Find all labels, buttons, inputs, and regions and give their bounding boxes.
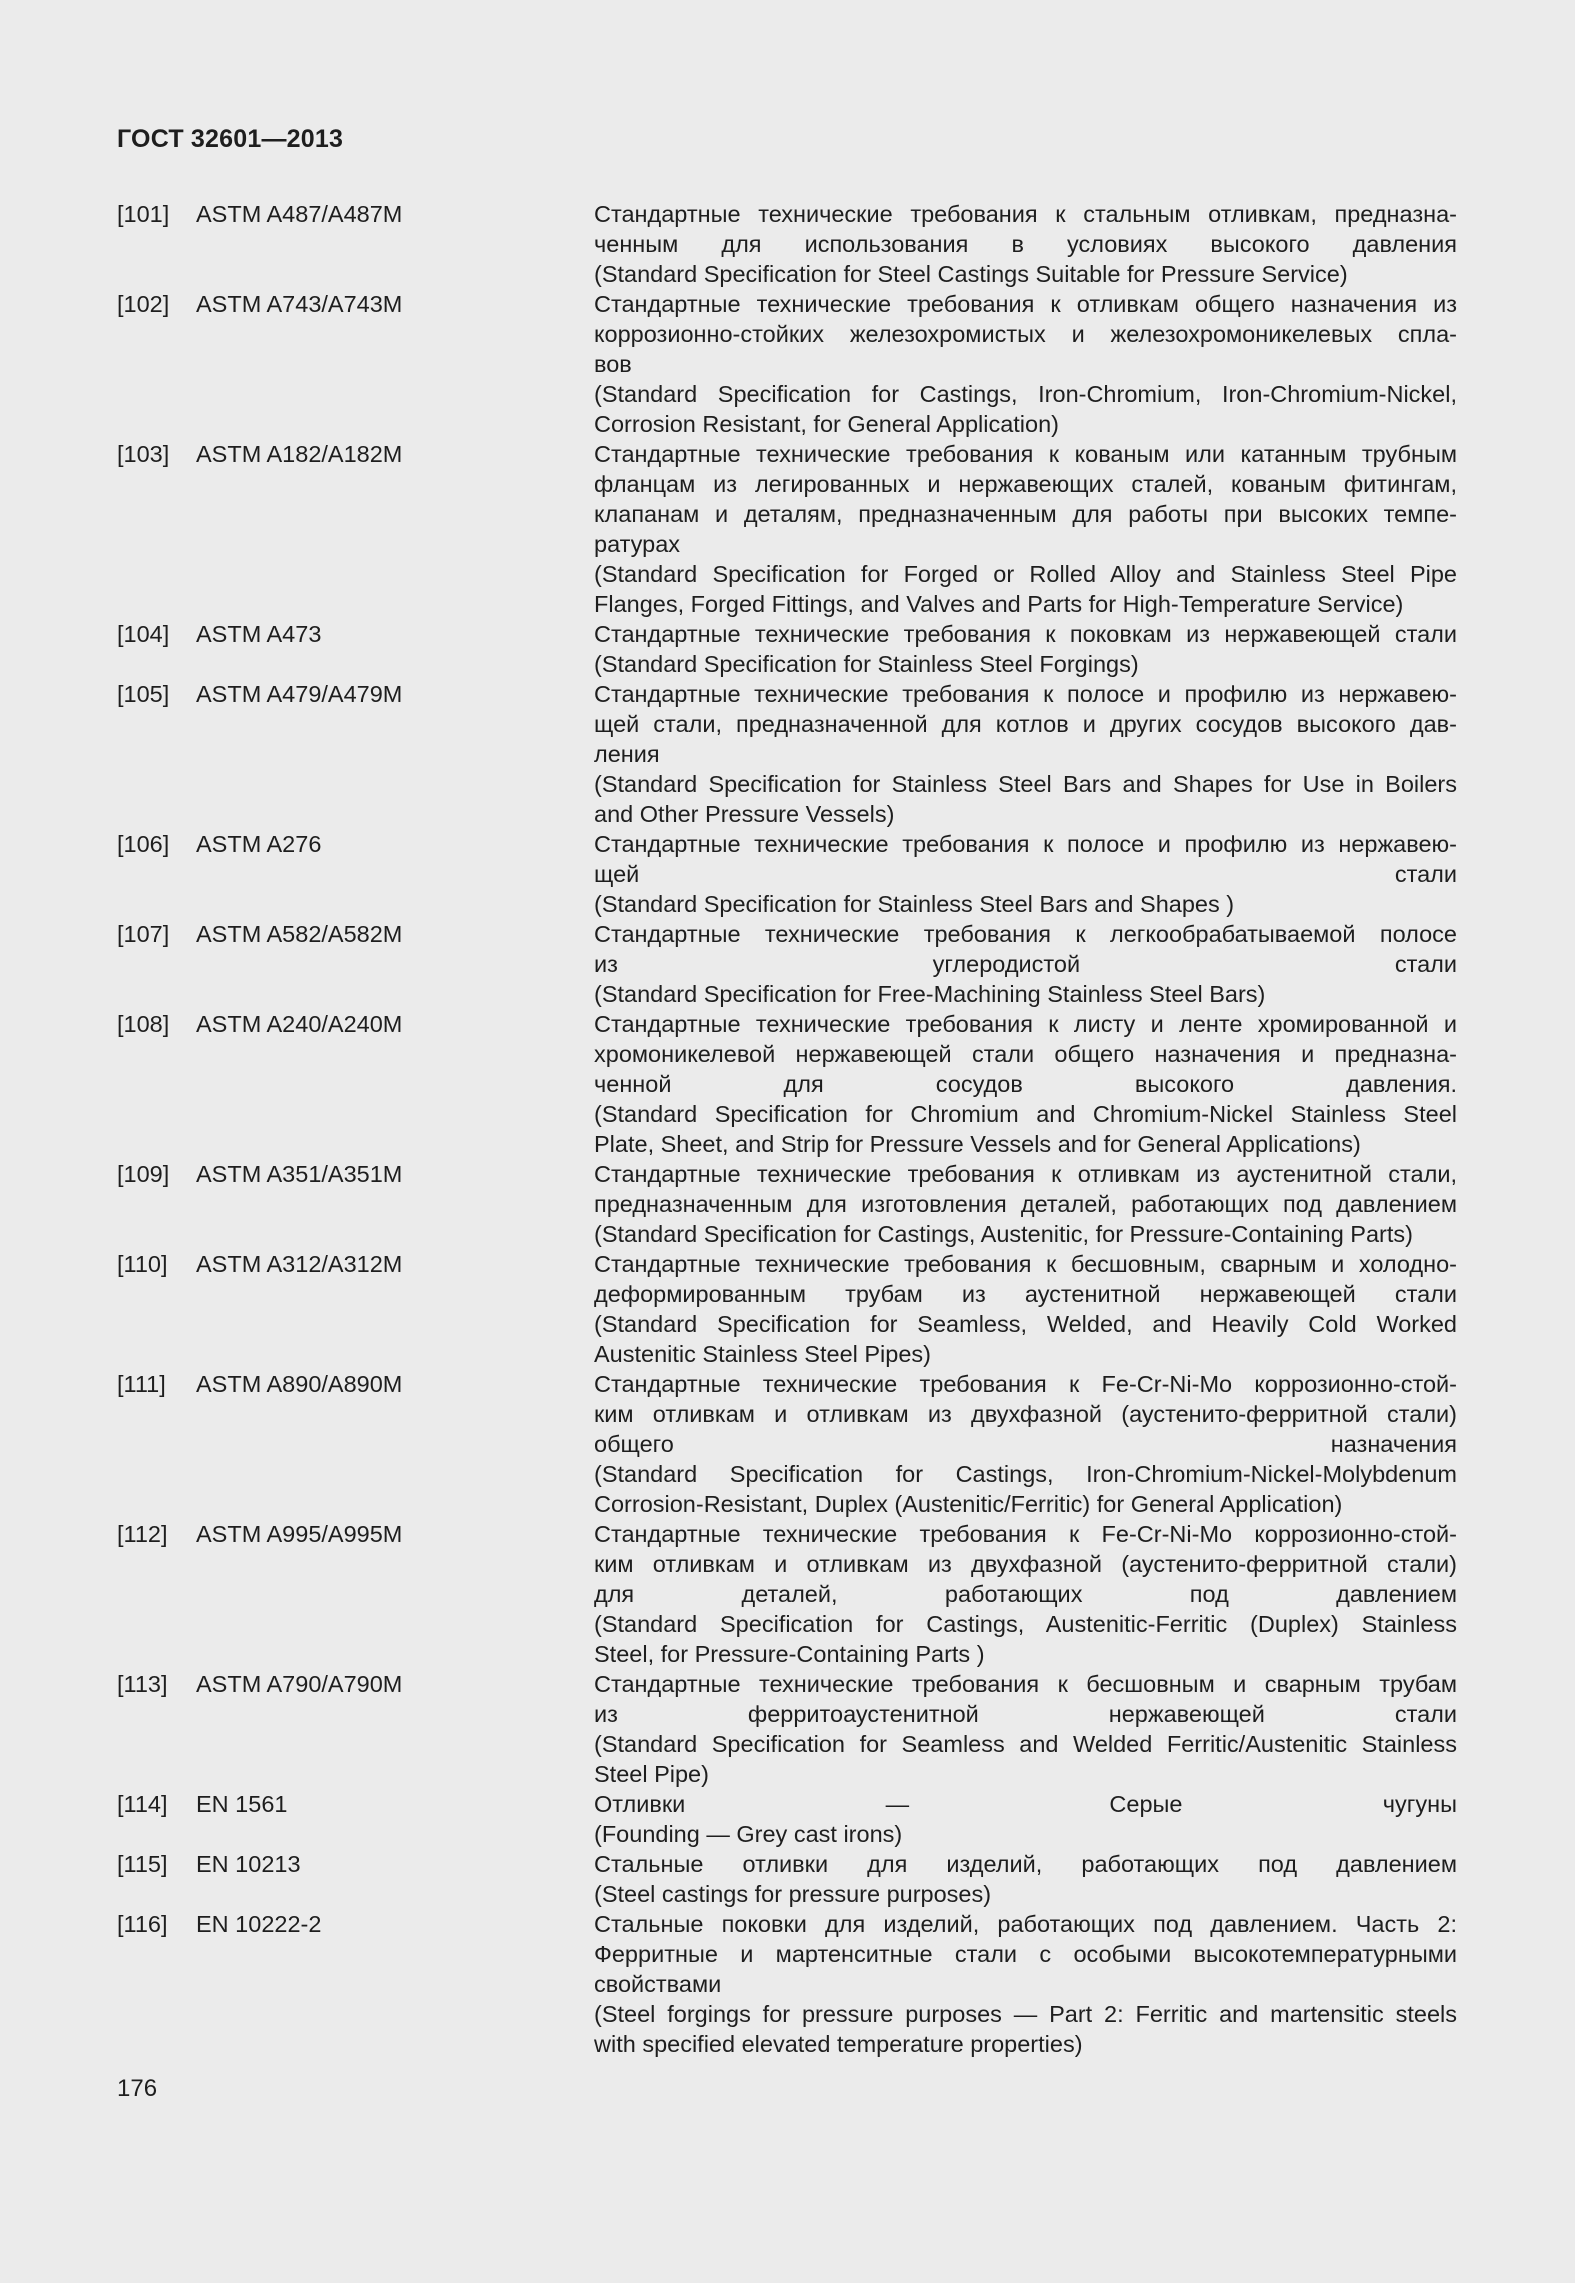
reference-text-line: из ферритоаустенитной нержавеющей стали — [594, 1701, 1457, 1727]
reference-description — [594, 1849, 1457, 1909]
reference-text-line: Corrosion-Resistant, Duplex (Austenitic/Ferritic) for General Application) — [594, 1491, 1343, 1517]
reference-text-line: Стандартные технические требования к полосе и профилю из нержавею- — [594, 831, 1457, 857]
reference-text-line: общего назначения — [594, 1431, 1457, 1457]
reference-entry — [117, 1789, 1457, 1849]
reference-number: [104] — [117, 621, 170, 647]
reference-description — [594, 1789, 1457, 1849]
reference-entry — [117, 919, 1457, 1009]
reference-code: EN 10222-2 — [196, 1911, 322, 1937]
reference-entry — [117, 1249, 1457, 1369]
reference-code: ASTM A312/A312M — [196, 1251, 403, 1277]
reference-entry — [117, 829, 1457, 919]
reference-text-line: (Standard Specification for Seamless and Welded Ferritic/Austenitic Stainless — [594, 1731, 1457, 1757]
reference-entry — [117, 1519, 1457, 1669]
reference-text-line: (Founding — Grey cast irons) — [594, 1821, 903, 1847]
reference-entry — [117, 1849, 1457, 1909]
reference-text-line: Steel Pipe) — [594, 1761, 709, 1787]
reference-entry — [117, 1669, 1457, 1789]
reference-text-line: (Standard Specification for Castings, Iron-Chromium, Iron-Chromium-Nickel, — [594, 381, 1457, 407]
reference-entry — [117, 439, 1457, 619]
reference-code: EN 1561 — [196, 1791, 288, 1817]
reference-text-line: (Standard Specification for Castings, Austenitic, for Pressure-Containing Parts) — [594, 1221, 1413, 1247]
reference-text-line: Стальные отливки для изделий, работающих под давлением — [594, 1851, 1457, 1877]
reference-text-line: and Other Pressure Vessels) — [594, 801, 895, 827]
reference-text-line: Steel, for Pressure-Containing Parts ) — [594, 1641, 985, 1667]
reference-entry — [117, 1159, 1457, 1249]
reference-text-line: Стандартные технические требования к стальным отливкам, предназна- — [594, 201, 1457, 227]
reference-code: EN 10213 — [196, 1851, 301, 1877]
reference-text-line: Стандартные технические требования к Fe-Cr-Ni-Mo коррозионно-стой- — [594, 1371, 1457, 1397]
reference-description — [594, 439, 1457, 619]
reference-text-line: из углеродистой стали — [594, 951, 1457, 977]
reference-entry — [117, 1369, 1457, 1519]
page-number: 176 — [117, 2075, 158, 2102]
reference-text-line: щей стали — [594, 861, 1457, 887]
reference-number: [116] — [117, 1911, 168, 1937]
reference-description — [594, 1009, 1457, 1159]
reference-text-line: Стандартные технические требования к бесшовным, сварным и холодно- — [594, 1251, 1457, 1277]
reference-text-line: Plate, Sheet, and Strip for Pressure Vessels and for General Applications) — [594, 1131, 1361, 1157]
reference-code: ASTM A890/A890M — [196, 1371, 403, 1397]
reference-entry — [117, 1009, 1457, 1159]
reference-description — [594, 679, 1457, 829]
reference-number: [111] — [117, 1371, 166, 1397]
reference-description — [594, 1669, 1457, 1789]
reference-entry — [117, 679, 1457, 829]
reference-text-line: Стандартные технические требования к кованым или катанным трубным — [594, 441, 1457, 467]
reference-number: [101] — [117, 201, 170, 227]
reference-text-line: (Standard Specification for Seamless, Welded, and Heavily Cold Worked — [594, 1311, 1457, 1337]
reference-text-line: (Standard Specification for Free-Machining Stainless Steel Bars) — [594, 981, 1266, 1007]
reference-text-line: ления — [594, 741, 660, 767]
reference-code: ASTM A276 — [196, 831, 322, 857]
reference-text-line: свойствами — [594, 1971, 722, 1997]
reference-text-line: (Standard Specification for Castings, Austenitic-Ferritic (Duplex) Stainless — [594, 1611, 1457, 1637]
reference-text-line: with specified elevated temperature properties) — [594, 2031, 1083, 2057]
reference-number: [109] — [117, 1161, 170, 1187]
reference-text-line: вов — [594, 351, 632, 377]
reference-text-line: (Standard Specification for Forged or Rolled Alloy and Stainless Steel Pipe — [594, 561, 1457, 587]
reference-text-line: щей стали, предназначенной для котлов и других сосудов высокого дав- — [594, 711, 1457, 737]
reference-text-line: Стандартные технические требования к легкообрабатываемой полосе — [594, 921, 1457, 947]
reference-description — [594, 199, 1457, 289]
reference-description — [594, 919, 1457, 1009]
reference-entry — [117, 289, 1457, 439]
reference-code: ASTM A743/A743M — [196, 291, 403, 317]
reference-number: [102] — [117, 291, 170, 317]
reference-number: [103] — [117, 441, 170, 467]
reference-entry — [117, 619, 1457, 679]
reference-text-line: ким отливкам и отливкам из двухфазной (аустенито-ферритной стали) — [594, 1551, 1457, 1577]
reference-description — [594, 289, 1457, 439]
reference-number: [110] — [117, 1251, 168, 1277]
reference-description — [594, 1519, 1457, 1669]
reference-text-line: Стандартные технические требования к листу и ленте хромированной и — [594, 1011, 1457, 1037]
reference-text-line: Отливки — Серые чугуны — [594, 1791, 1457, 1817]
reference-text-line: (Standard Specification for Chromium and Chromium-Nickel Stainless Steel — [594, 1101, 1457, 1127]
reference-number: [112] — [117, 1521, 168, 1547]
reference-code: ASTM A479/A479M — [196, 681, 403, 707]
reference-text-line: предназначенным для изготовления деталей, работающих под давлением — [594, 1191, 1457, 1217]
reference-text-line: ченной для сосудов высокого давления. — [594, 1071, 1457, 1097]
reference-text-line: коррозионно-стойких железохромистых и железохромоникелевых спла- — [594, 321, 1457, 347]
reference-code: ASTM A582/A582M — [196, 921, 403, 947]
reference-entry — [117, 199, 1457, 289]
reference-text-line: (Standard Specification for Stainless Steel Bars and Shapes for Use in Boilers — [594, 771, 1457, 797]
reference-text-line: Стандартные технические требования к поковкам из нержавеющей стали — [594, 621, 1457, 647]
reference-text-line: (Steel castings for pressure purposes) — [594, 1881, 992, 1907]
reference-text-line: (Standard Specification for Stainless Steel Bars and Shapes ) — [594, 891, 1235, 917]
reference-text-line: клапанам и деталям, предназначенным для работы при высоких темпе- — [594, 501, 1457, 527]
reference-text-line: (Standard Specification for Steel Castings Suitable for Pressure Service) — [594, 261, 1348, 287]
reference-text-line: хромоникелевой нержавеющей стали общего назначения и предназна- — [594, 1041, 1457, 1067]
reference-code: ASTM A790/A790M — [196, 1671, 403, 1697]
reference-text-line: ким отливкам и отливкам из двухфазной (аустенито-ферритной стали) — [594, 1401, 1457, 1427]
page-title: ГОСТ 32601—2013 — [117, 125, 344, 153]
reference-text-line: деформированным трубам из аустенитной нержавеющей стали — [594, 1281, 1457, 1307]
reference-text-line: Austenitic Stainless Steel Pipes) — [594, 1341, 931, 1367]
reference-number: [107] — [117, 921, 170, 947]
reference-text-line: ченным для использования в условиях высокого давления — [594, 231, 1457, 257]
reference-code: ASTM A182/A182M — [196, 441, 403, 467]
reference-text-line: Стандартные технические требования к отливкам общего назначения из — [594, 291, 1457, 317]
reference-text-line: Flanges, Forged Fittings, and Valves and Parts for High-Temperature Service) — [594, 591, 1404, 617]
reference-number: [105] — [117, 681, 170, 707]
reference-description — [594, 619, 1457, 679]
reference-code: ASTM A351/A351M — [196, 1161, 403, 1187]
reference-list — [117, 199, 1457, 2059]
reference-number: [106] — [117, 831, 170, 857]
reference-description — [594, 829, 1457, 919]
reference-text-line: ратурах — [594, 531, 681, 557]
reference-text-line: Стандартные технические требования к отливкам из аустенитной стали, — [594, 1161, 1457, 1187]
reference-text-line: Стандартные технические требования к бесшовным и сварным трубам — [594, 1671, 1457, 1697]
reference-text-line: фланцам из легированных и нержавеющих сталей, кованым фитингам, — [594, 471, 1457, 497]
reference-text-line: (Steel forgings for pressure purposes — Part 2: Ferritic and martensitic steels — [594, 2001, 1457, 2027]
reference-code: ASTM A240/A240M — [196, 1011, 403, 1037]
reference-number: [108] — [117, 1011, 170, 1037]
reference-number: [114] — [117, 1791, 168, 1817]
reference-text-line: для деталей, работающих под давлением — [594, 1581, 1457, 1607]
reference-code: ASTM A487/A487M — [196, 201, 403, 227]
reference-number: [115] — [117, 1851, 168, 1877]
reference-entry — [117, 1909, 1457, 2059]
reference-text-line: Corrosion Resistant, for General Application) — [594, 411, 1059, 437]
reference-description — [594, 1249, 1457, 1369]
reference-description — [594, 1159, 1457, 1249]
reference-text-line: Стандартные технические требования к Fe-Cr-Ni-Mo коррозионно-стой- — [594, 1521, 1457, 1547]
reference-text-line: (Standard Specification for Stainless Steel Forgings) — [594, 651, 1139, 677]
reference-text-line: Ферритные и мартенситные стали с особыми высокотемпературными — [594, 1941, 1457, 1967]
reference-text-line: (Standard Specification for Castings, Iron-Chromium-Nickel-Molybdenum — [594, 1461, 1457, 1487]
reference-description — [594, 1909, 1457, 2059]
reference-code: ASTM A473 — [196, 621, 322, 647]
reference-text-line: Стандартные технические требования к полосе и профилю из нержавею- — [594, 681, 1457, 707]
reference-description — [594, 1369, 1457, 1519]
reference-number: [113] — [117, 1671, 168, 1697]
reference-text-line: Стальные поковки для изделий, работающих под давлением. Часть 2: — [594, 1911, 1457, 1937]
reference-code: ASTM A995/A995M — [196, 1521, 403, 1547]
